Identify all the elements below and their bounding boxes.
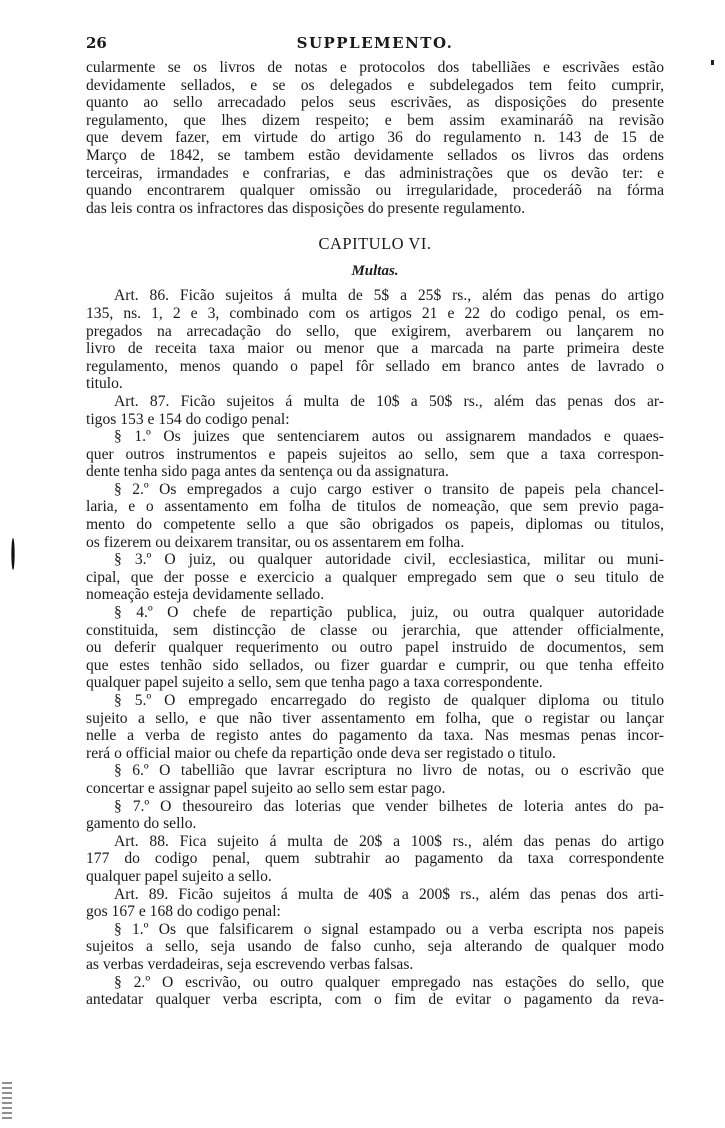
- text-line: quer outros instrumentos e papeis sujeitos ao sello, sem que a taxa correspon-: [86, 445, 664, 463]
- text-line: Art. 88. Fica sujeito á multa de 20$ a 100$ rs., além das penas do artigo: [114, 832, 664, 850]
- paragraph: [86, 428, 664, 481]
- text-line: Art. 87. Ficão sujeitos á multa de 10$ a 50$ rs., além das penas dos ar-: [114, 392, 664, 410]
- text-line: ou deferir qualquer requerimento ou outro papel instruido de documentos, sem: [86, 639, 664, 657]
- page-number: 26: [86, 34, 107, 52]
- text-line: sujeito a sello, e que não tiver assentamento em folha, que o registar ou lançar: [86, 709, 664, 727]
- text-line: antedatar qualquer verba escripta, com o fim de evitar o pagamento da reva-: [86, 991, 664, 1009]
- paragraph: [86, 798, 664, 833]
- text-line: concertar e assignar papel sujeito ao sello sem estar pago.: [86, 779, 446, 797]
- page-header: [86, 34, 664, 56]
- paragraph: [86, 393, 664, 428]
- articles: [86, 287, 664, 1008]
- text-line: qualquer papel sujeito a sello, sem que tenha pago a taxa correspondente.: [86, 674, 543, 692]
- text-line: constituida, sem distincção de classe ou jerarchia, que attender officialmente,: [86, 621, 664, 639]
- text-line: cipal, que der posse e exercicio a qualquer empregado sem que o seu titulo de: [86, 568, 664, 586]
- text-line: cularmente se os livros de notas e protocolos dos tabelliães e escrivães estão: [86, 59, 664, 76]
- chapter-title: CAPITULO VI.: [318, 234, 432, 254]
- paragraph: [86, 886, 664, 921]
- text-line: § 1.º Os juizes que sentenciarem autos ou assignarem mandados e quaes-: [114, 428, 664, 446]
- text-line: 177 do codigo penal, quem subtrahir ao pagamento da taxa correspondente: [86, 850, 664, 868]
- text-line: regulamento, menos quando o papel fôr sellado em branco antes de lavrado o: [86, 357, 664, 375]
- text-line: tigos 153 e 154 do codigo penal:: [86, 410, 290, 428]
- text-line: § 5.º O empregado encarregado do registo de qualquer diploma ou titulo: [114, 692, 664, 709]
- text-line: livro de receita taxa maior ou menor que a marcada na parte primeira deste: [86, 340, 664, 358]
- margin-stain: [2, 1082, 12, 1122]
- text-line: rerá o official maior ou chefe da repartição onde deva ser registado o titulo.: [86, 744, 556, 762]
- text-line: § 3.º O juiz, ou qualquer autoridade civil, ecclesiastica, militar ou muni-: [114, 551, 664, 569]
- text-line: § 2.º O escrivão, ou outro qualquer empregado nas estações do sello, que: [114, 973, 664, 991]
- text-line: devidamente sellados, e se os delegados e subdelegados tem feito cumprir,: [86, 76, 664, 94]
- text-line: regulamento, que lhes dizem respeito; e bem assim examinaráõ na revisão: [86, 111, 664, 129]
- paragraph: [86, 551, 664, 604]
- binding-mark: [11, 538, 14, 570]
- text-line: § 6.º O tabellião que lavrar escriptura no livro de notas, ou o escrivão que: [114, 762, 664, 780]
- text-line: 135, ns. 1, 2 e 3, combinado com os artigos 21 e 22 do codigo penal, os em-: [86, 304, 664, 322]
- running-title: SUPPLEMENTO.: [296, 34, 454, 52]
- text-line: dente tenha sido paga antes da sentença ou da assignatura.: [86, 463, 449, 481]
- chapter-subtitle: Multas.: [351, 263, 399, 280]
- text-line: Art. 89. Ficão sujeitos á multa de 40$ a 200$ rs., além das penas dos arti-: [114, 885, 664, 903]
- text-line: sujeitos a sello, seja usando de falso cunho, seja alterando de qualquer modo: [86, 938, 664, 956]
- text-line: mento do competente sello a que são obrigados os papeis, diplomas ou titulos,: [86, 516, 664, 534]
- text-line: que devem fazer, em virtude do artigo 36 do regulamento n. 143 de 15 de: [86, 129, 664, 147]
- paragraph: [86, 974, 664, 1009]
- text-line: gamento do sello.: [86, 815, 197, 833]
- text-line: titulo.: [86, 375, 123, 393]
- text-line: os fizerem ou deixarem transitar, ou os assentarem em folha.: [86, 533, 465, 551]
- text-line: gos 167 e 168 do codigo penal:: [86, 903, 281, 921]
- text-line: que estes tenhão sido sellados, ou fizer guardar e cumprir, ou que tenha effeito: [86, 656, 664, 674]
- text-line: Março de 1842, se tambem estão devidamente sellados os livros das ordens: [86, 146, 664, 164]
- paragraph: [86, 692, 664, 762]
- paragraph: [86, 287, 664, 393]
- text-line: laria, e o assentamento em folha de titulos de nomeação, que sem previo paga-: [86, 498, 664, 516]
- text-line: § 2.º Os empregados a cujo cargo estiver o transito de papeis pela chancel-: [114, 480, 664, 498]
- ink-speck: [711, 60, 714, 65]
- paragraph: [86, 604, 664, 692]
- intro-paragraph: [86, 59, 664, 217]
- paragraph: [86, 921, 664, 974]
- text-line: pregados na arrecadação do sello, que exigirem, averbarem ou lançarem no: [86, 322, 664, 340]
- text-line: § 4.º O chefe de repartição publica, juiz, ou outra qualquer autoridade: [114, 604, 664, 622]
- text-line: das leis contra os infractores das disposições do presente regulamento.: [86, 199, 526, 217]
- text-line: § 1.º Os que falsificarem o signal estampado ou a verba escripta nos papeis: [114, 920, 664, 938]
- text-line: nelle a verba de registo antes do pagamento da taxa. Nas mesmas penas incor-: [86, 727, 664, 745]
- page-body: [86, 59, 664, 1009]
- text-line: quando encontrarem qualquer omissão ou irregularidade, procederáõ na fórma: [86, 182, 664, 200]
- text-line: terceiras, irmandades e confrarias, e das administrações que os devão ter: e: [86, 164, 664, 182]
- text-line: quanto ao sello arrecadado pelos seus escrivães, as disposições do presente: [86, 94, 664, 112]
- text-line: qualquer papel sujeito a sello.: [86, 867, 272, 885]
- paragraph: [86, 833, 664, 886]
- text-line: as verbas verdadeiras, seja escrevendo verbas falsas.: [86, 955, 414, 973]
- paragraph: [86, 481, 664, 551]
- paragraph: [86, 762, 664, 797]
- text-line: § 7.º O thesoureiro das loterias que vender bilhetes de loteria antes do pa-: [114, 797, 664, 815]
- text-line: Art. 86. Ficão sujeitos á multa de 5$ a 25$ rs., além das penas do artigo: [114, 287, 664, 305]
- text-line: nomeação esteja devidamente sellado.: [86, 586, 325, 604]
